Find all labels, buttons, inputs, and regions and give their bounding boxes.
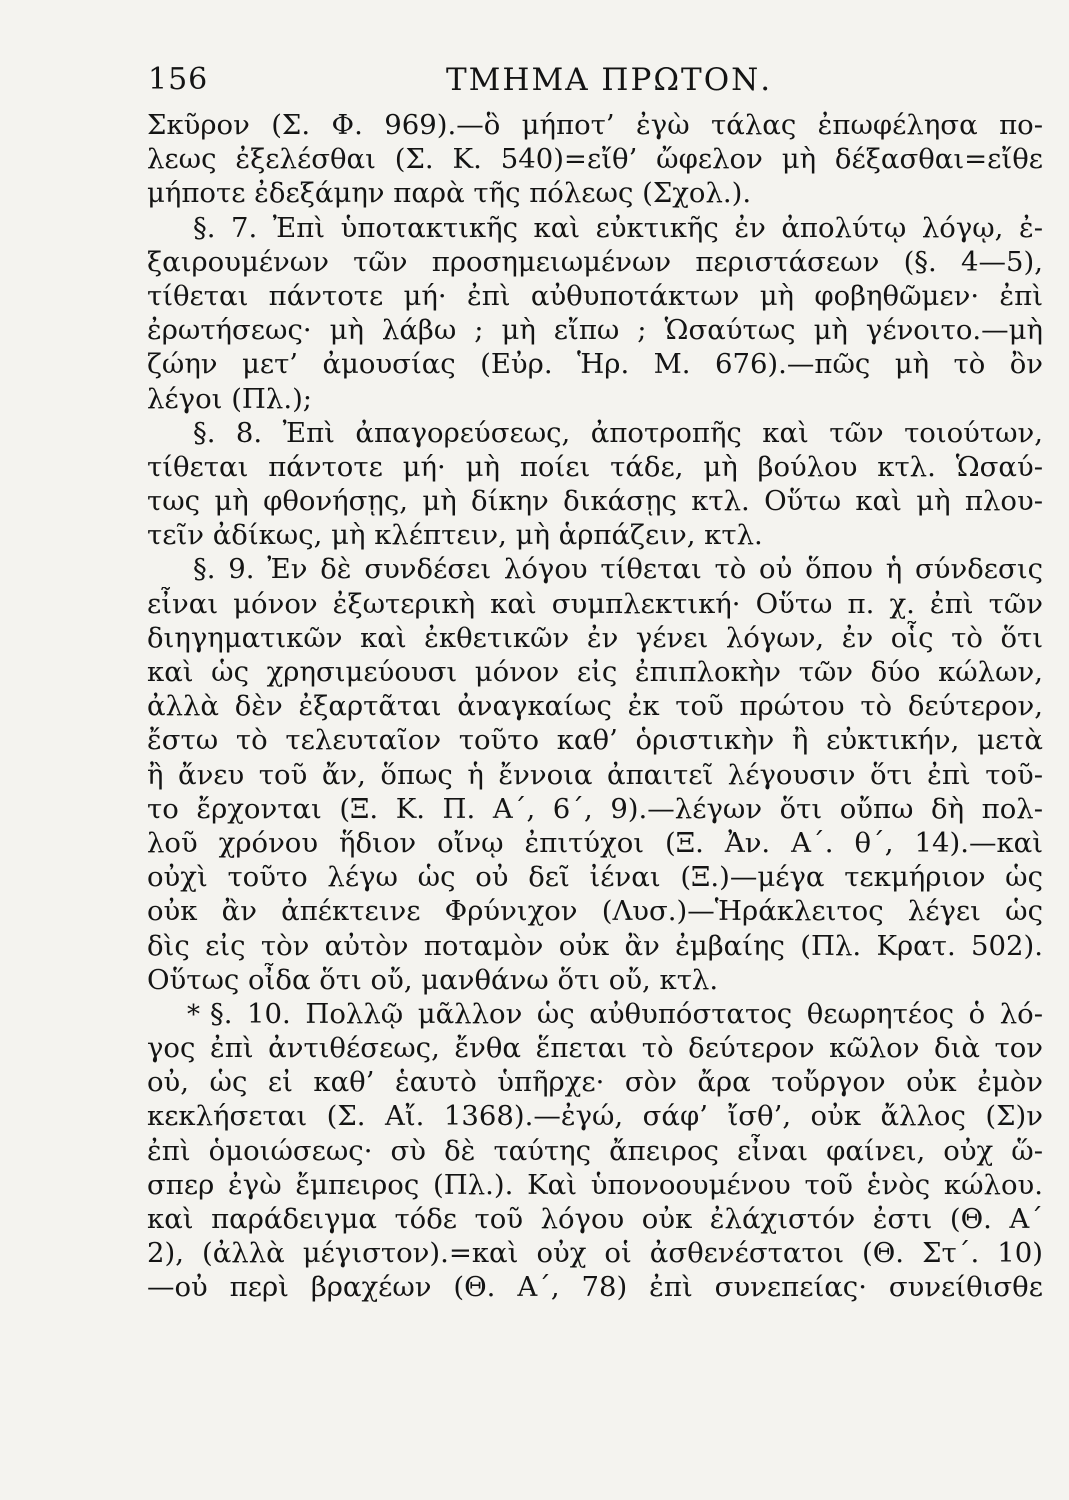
text-line: Οὕτως οἶδα ὅτι οὔ, μανθάνω ὅτι οὔ, κτλ. (147, 963, 719, 996)
page-header (148, 62, 1040, 102)
section-7-heading-line: §. 7. Ἐπὶ ὑποτακτικῆς καὶ εὐκτικῆς ἐν ἀπολύτῳ λόγῳ, ἐ- (193, 211, 1043, 244)
text-line: καὶ ὡς χρησιμεύουσι μόνον εἰς ἐπιπλοκὴν τῶν δύο κώλων, (147, 656, 1043, 688)
text-line: ἀλλὰ δὲν ἐξαρτᾶται ἀναγκαίως ἐκ τοῦ πρώτου τὸ δεύτερον, (147, 690, 1043, 723)
text-line: μήποτε ἐδεξάμην παρὰ τῆς πόλεως (Σχολ.). (147, 177, 752, 210)
text-line: οὐχὶ τοῦτο λέγω ὡς οὐ δεῖ ἰέναι (Ξ.)—μέγα τεκμήριον ὡς (147, 861, 1043, 894)
text-line: τεῖν ἀδίκως, μὴ κλέπτειν, μὴ ἁρπάζειν, κτλ. (147, 519, 763, 552)
text-line: οὐ, ὡς εἰ καθ’ ἑαυτὸ ὑπῆρχε· σὸν ἄρα τοὔργον οὐκ ἐμὸν (147, 1066, 1043, 1099)
text-line: ἔστω τὸ τελευταῖον τοῦτο καθ’ ὁριστικὴν ἢ εὐκτικήν, μετὰ (147, 724, 1043, 757)
text-line: δὶς εἰς τὸν αὐτὸν ποταμὸν οὐκ ἂν ἐμβαίης (Πλ. Κρατ. 502). (147, 929, 1043, 962)
text-line: —οὐ περὶ βραχέων (Θ. Α΄, 78) ἐπὶ συνεπείας· συνείθισθε (147, 1271, 1043, 1304)
text-line: 2), (ἀλλὰ μέγιστον).=καὶ οὐχ οἱ ἀσθενέστατοι (Θ. Στ΄. 10) (147, 1237, 1043, 1270)
text-line: διηγηματικῶν καὶ ἐκθετικῶν ἐν γένει λόγων, ἐν οἷς τὸ ὅτι (147, 621, 1043, 654)
text-line: σπερ ἐγὼ ἔμπειρος (Πλ.). Καὶ ὑπονοουμένου τοῦ ἑνὸς κώλου. (147, 1168, 1043, 1201)
text-line: τως μὴ φθονήσῃς, μὴ δίκην δικάσῃς κτλ. Οὕτω καὶ μὴ πλου- (147, 485, 1043, 518)
text-line: Σκῦρον (Σ. Φ. 969).—ὃ μήποτ’ ἐγὼ τάλας ἐπωφέλησα πο- (147, 109, 1043, 141)
text-line: λεως ἐξελέσθαι (Σ. Κ. 540)=εἴθ’ ὤφελον μὴ δέξασθαι=εἴθε (147, 143, 1043, 176)
text-line: οὐκ ἂν ἀπέκτεινε Φρύνιχον (Λυσ.)—Ἡράκλειτος λέγει ὡς (147, 895, 1043, 928)
text-line: κεκλήσεται (Σ. Αἴ. 1368).—ἐγώ, σάφ’ ἴσθ’, οὐκ ἄλλος (Σ)ν (147, 1100, 1043, 1133)
text-line: ξαιρουμένων τῶν προσημειωμένων περιστάσεων (§. 4—5), (147, 245, 1043, 278)
text-line: καὶ παράδειγμα τόδε τοῦ λόγου οὐκ ἐλάχιστόν ἐστι (Θ. Α΄ (147, 1203, 1043, 1235)
text-line: το ἔρχονται (Ξ. Κ. Π. Α΄, 6΄, 9).—λέγων ὅτι οὔπω δὴ πολ- (147, 792, 1043, 825)
section-10-text: §. 10. Πολλῷ μᾶλλον ὡς αὐθυπόστατος θεωρητέος ὁ λό- (210, 997, 1043, 1030)
text-line: ἐρωτήσεως· μὴ λάβω ; μὴ εἴπω ; Ὡσαύτως μὴ γένοιτο.—μὴ (147, 314, 1043, 347)
section-9-heading-line: §. 9. Ἐν δὲ συνδέσει λόγου τίθεται τὸ οὐ ὅπου ἡ σύνδεσις (193, 553, 1043, 586)
text-line: ἐπὶ ὁμοιώσεως· σὺ δὲ ταύτης ἄπειρος εἶναι φαίνει, οὐχ ὥ- (147, 1134, 1043, 1167)
asterisk-mark: * (187, 999, 200, 1030)
text-line: ζώην μετ’ ἀμουσίας (Εὐρ. Ἡρ. Μ. 676).—πῶς μὴ τὸ ὂν (147, 348, 1043, 381)
section-10-heading-line (147, 997, 1043, 1031)
page-number: 156 (148, 62, 209, 97)
text-line: τίθεται πάντοτε μή· ἐπὶ αὐθυποτάκτων μὴ φοβηθῶμεν· ἐπὶ (147, 279, 1043, 312)
text-line: γος ἐπὶ ἀντιθέσεως, ἔνθα ἕπεται τὸ δεύτερον κῶλον διὰ τον (147, 1032, 1043, 1065)
text-line: λοῦ χρόνου ἥδιον οἴνῳ ἐπιτύχοι (Ξ. Ἀν. Α΄. θ΄, 14).—καὶ (147, 826, 1043, 859)
text-line: λέγοι (Πλ.); (147, 382, 313, 415)
section-8-heading-line: §. 8. Ἐπὶ ἀπαγορεύσεως, ἀποτροπῆς καὶ τῶν τοιούτων, (193, 416, 1043, 449)
text-line: τίθεται πάντοτε μή· μὴ ποίει τάδε, μὴ βούλου κτλ. Ὡσαύ- (147, 450, 1043, 483)
running-title: ΤΜΗΜΑ ΠΡΩΤΟΝ. (446, 62, 773, 98)
text-line: ἢ ἄνευ τοῦ ἄν, ὅπως ἡ ἔννοια ἀπαιτεῖ λέγουσιν ὅτι ἐπὶ τοῦ- (147, 758, 1043, 791)
page-body (147, 108, 1043, 1305)
text-line: εἶναι μόνον ἐξωτερικὴ καὶ συμπλεκτική· Οὕτω π. χ. ἐπὶ τῶν (147, 587, 1043, 620)
